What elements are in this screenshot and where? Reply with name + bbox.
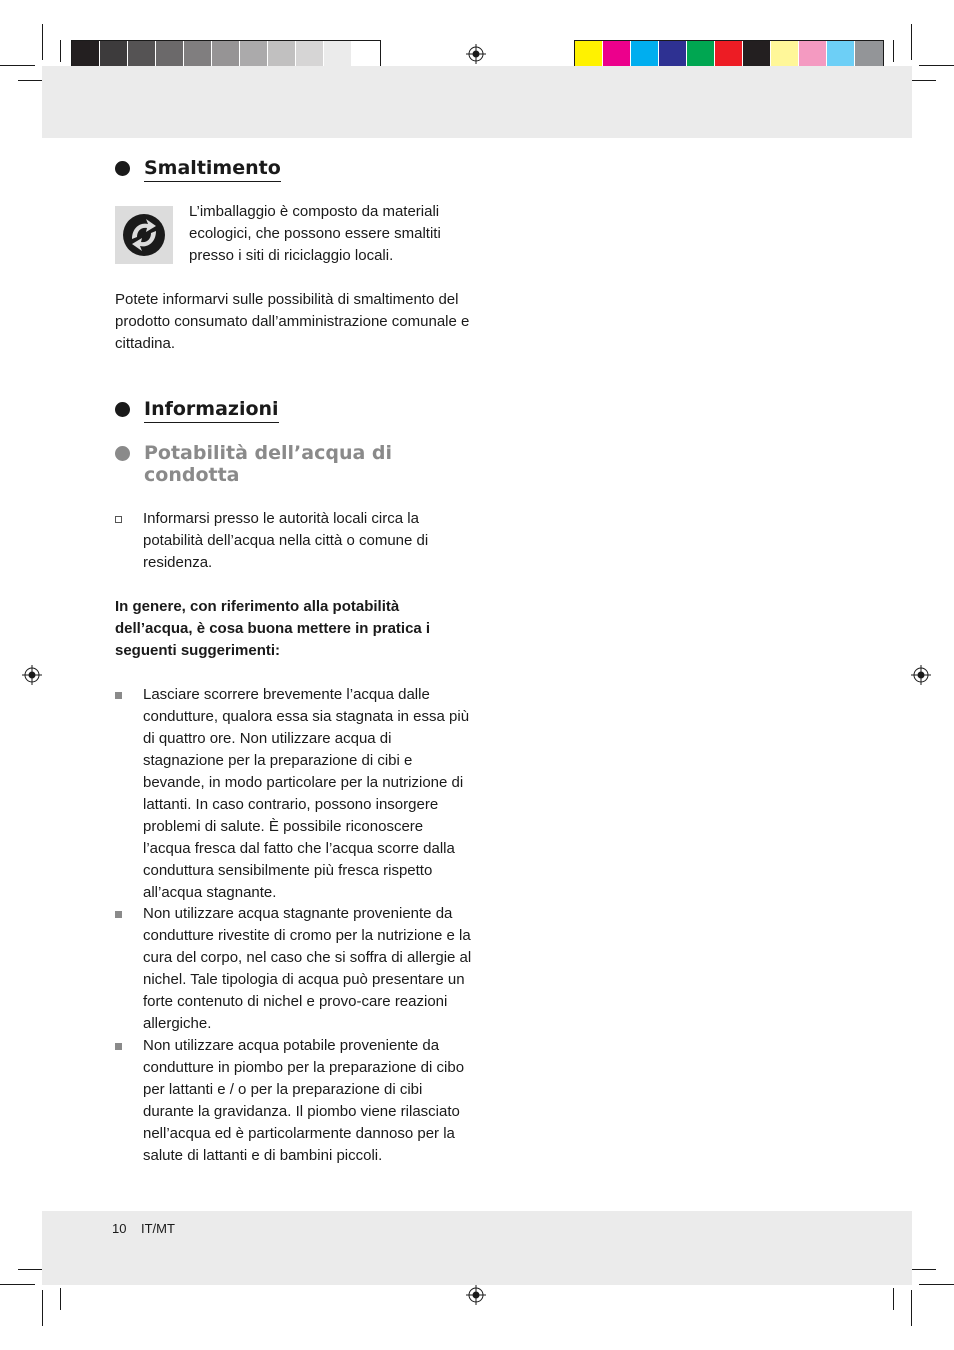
color-swatch xyxy=(212,41,240,67)
color-swatch xyxy=(799,41,827,67)
checkbox-square-icon xyxy=(115,516,122,523)
color-swatch xyxy=(687,41,715,67)
language-code: IT/MT xyxy=(141,1221,175,1236)
color-swatch xyxy=(352,41,380,67)
color-swatch xyxy=(827,41,855,67)
list-item-text: Informarsi presso le autorità locali circa la potabilità dell’acqua nella città o comune di residenza. xyxy=(143,510,429,571)
color-swatch xyxy=(184,41,212,67)
square-bullet-icon xyxy=(115,1043,122,1050)
color-swatch xyxy=(72,41,100,67)
heading-text: Smaltimento xyxy=(144,157,281,182)
square-bullet-icon xyxy=(115,692,122,699)
square-bullet-icon xyxy=(115,911,122,918)
color-swatch xyxy=(296,41,324,67)
disposal-text: Potete informarvi sulle possibilità di smaltimento del prodotto consumato dall’amministrazione comunale e cittadina. xyxy=(115,291,470,352)
color-swatch xyxy=(100,41,128,67)
recycle-logo xyxy=(115,206,173,264)
color-swatch xyxy=(128,41,156,67)
color-swatch xyxy=(156,41,184,67)
grayscale-color-bar xyxy=(71,40,381,68)
color-swatch xyxy=(659,41,687,67)
color-swatch xyxy=(240,41,268,67)
heading-bullet xyxy=(115,446,130,461)
registration-mark-icon xyxy=(466,1285,486,1305)
process-color-bar xyxy=(574,40,884,68)
color-swatch xyxy=(631,41,659,67)
list-item-text: Non utilizzare acqua stagnante proveniente da condutture rivestite di cromo per la nutrizione e la cura del corpo, nel caso che si soffra di allergie al nichel. Tale tipologia di acqua può presentare un forte contenuto di nichel e provo-care reazioni allergiche. xyxy=(143,905,472,1032)
heading-bullet xyxy=(115,161,130,176)
color-swatch xyxy=(575,41,603,67)
registration-mark-icon xyxy=(911,665,931,685)
color-swatch xyxy=(771,41,799,67)
color-swatch xyxy=(603,41,631,67)
color-swatch xyxy=(855,41,883,67)
recycle-icon xyxy=(115,206,173,264)
color-swatch xyxy=(743,41,771,67)
registration-mark-icon xyxy=(22,665,42,685)
heading-text: Informazioni xyxy=(144,398,279,423)
color-swatch xyxy=(268,41,296,67)
registration-mark-icon xyxy=(466,44,486,64)
list-item-text: Lasciare scorrere brevemente l’acqua dalle condutture, qualora essa sia stagnata in essa più di quattro ore. Non utilizzare acqua di stagnazione per la preparazione di cibi e bevande, in modo particolare per la nutrizione di lattanti. In caso contrario, possono insorgere problemi di salute. È possibile riconoscere l’acqua fresca dal fatto che l’acqua scorre dalla conduttura sensibilmente più fresca rispetto all’acqua stagnante. xyxy=(143,686,470,901)
color-swatch xyxy=(715,41,743,67)
packaging-text: L’imballaggio è composto da materiali ecologici, che possono essere smaltiti presso i siti di riciclaggio locali. xyxy=(189,203,441,264)
color-swatch xyxy=(324,41,352,67)
heading-text: Potabilità dell’acqua di condotta xyxy=(144,442,393,486)
page-number: 10 xyxy=(112,1221,127,1236)
heading-bullet xyxy=(115,402,130,417)
list-item-text: Non utilizzare acqua potabile proveniente da condutture in piombo per la preparazione di cibo per lattanti e / o per la preparazione di cibi durante la gravidanza. Il piombo viene rilasciato nell’acqua ed è particolarmente dannoso per la salute di lattanti e di bambini piccoli. xyxy=(143,1037,465,1164)
header-band xyxy=(42,66,912,138)
intro-bold-text: In genere, con riferimento alla potabilità dell’acqua, è cosa buona mettere in pratica i seguenti suggerimenti: xyxy=(115,598,431,659)
